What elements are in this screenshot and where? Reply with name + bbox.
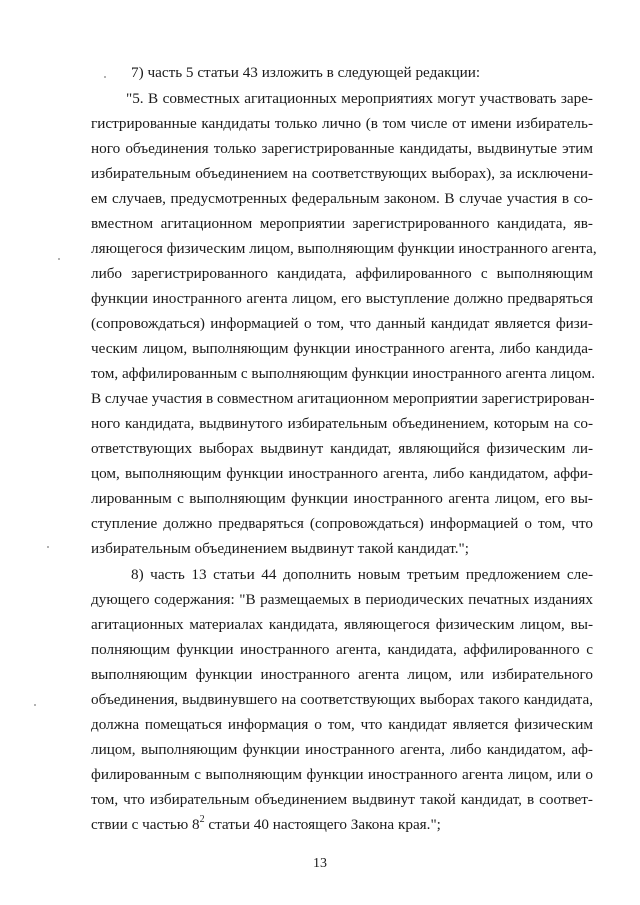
text-line-31: [91, 815, 593, 834]
text-line-3: гистрированные кандидаты только лично (в том числе от имени избиратель-: [91, 115, 593, 132]
text-line-16: ответствующих выборах выдвинут кандидат, являющийся физическим ли-: [91, 440, 593, 457]
text-line-15: ного кандидата, выдвинутого избирательным объединением, которым на со-: [91, 415, 593, 432]
scan-speck: [104, 76, 106, 78]
text-line-17: цом, выполняющим функции иностранного агента, либо кандидатом, аффи-: [91, 465, 593, 482]
text-line-18: лированным с выполняющим функции иностранного агента лицом, его вы-: [91, 490, 593, 507]
text-line-24: полняющим функции иностранного агента, кандидата, аффилированного с: [91, 641, 593, 658]
text-line-26: объединения, выдвинувшего на соответствующих выборах такого кандидата,: [91, 691, 593, 708]
text-line-19: ступление должно предваряться (сопровождаться) информацией о том, что: [91, 515, 593, 532]
text-line-27: должна помещаться информация о том, что кандидат является физическим: [91, 716, 593, 733]
text-line-30: том, что избирательным объединением выдвинут такой кандидат, в соответ-: [91, 791, 593, 808]
text-line-22: дующего содержания: "В размещаемых в периодических печатных изданиях: [91, 591, 593, 608]
text-line-2: "5. В совместных агитационных мероприятиях могут участвовать заре-: [126, 90, 593, 107]
text-line-14: В случае участия в совместном агитационном мероприятии зарегистрирован-: [91, 390, 595, 407]
scan-speck: [47, 546, 49, 548]
text-line-29: филированным с выполняющим функции иностранного агента лицом, или о: [91, 766, 593, 783]
text-line-8: ляющегося физическим лицом, выполняющим функции иностранного агента,: [91, 240, 597, 257]
text-line-6: ем случаев, предусмотренных федеральным законом. В случае участия в со-: [91, 190, 593, 207]
page-number: 13: [313, 856, 327, 871]
text-line-5: избирательным объединением на соответствующих выборах), за исключени-: [91, 165, 593, 182]
text-line-20: избирательным объединением выдвинут такой кандидат.";: [91, 540, 469, 557]
text-line-10: функции иностранного агента лицом, его выступление должно предваряться: [91, 290, 593, 307]
text-line-13: том, аффилированным с выполняющим функции иностранного агента лицом.: [91, 365, 596, 382]
text-line-12: ческим лицом, выполняющим функции иностранного агента, либо кандида-: [91, 340, 593, 357]
text-line-11: (сопровождаться) информацией о том, что данный кандидат является физи-: [91, 315, 593, 332]
text-line-31-end: статьи 40 настоящего Закона края.";: [204, 816, 441, 833]
text-line-28: лицом, выполняющим функции иностранного агента, либо кандидатом, аф-: [91, 741, 593, 758]
text-line-1: 7) часть 5 статьи 43 изложить в следующей редакции:: [131, 64, 481, 81]
text-line-21: 8) часть 13 статьи 44 дополнить новым третьим предложением сле-: [131, 566, 593, 583]
text-line-31-start: ствии с частью 8: [91, 816, 200, 833]
scan-speck: [34, 704, 36, 706]
text-line-7: вместном агитационном мероприятии зарегистрированного кандидата, яв-: [91, 215, 593, 232]
text-line-25: выполняющим функции иностранного агента лицом, или избирательного: [91, 666, 593, 683]
scan-speck: [58, 258, 60, 260]
text-line-9: либо зарегистрированного кандидата, аффилированного с выполняющим: [91, 265, 593, 282]
text-line-4: ного объединения только зарегистрированные кандидаты, выдвинутые этим: [91, 140, 593, 157]
superscript: 2: [199, 813, 205, 825]
text-line-23: агитационных материалах кандидата, являющегося физическим лицом, вы-: [91, 616, 593, 633]
